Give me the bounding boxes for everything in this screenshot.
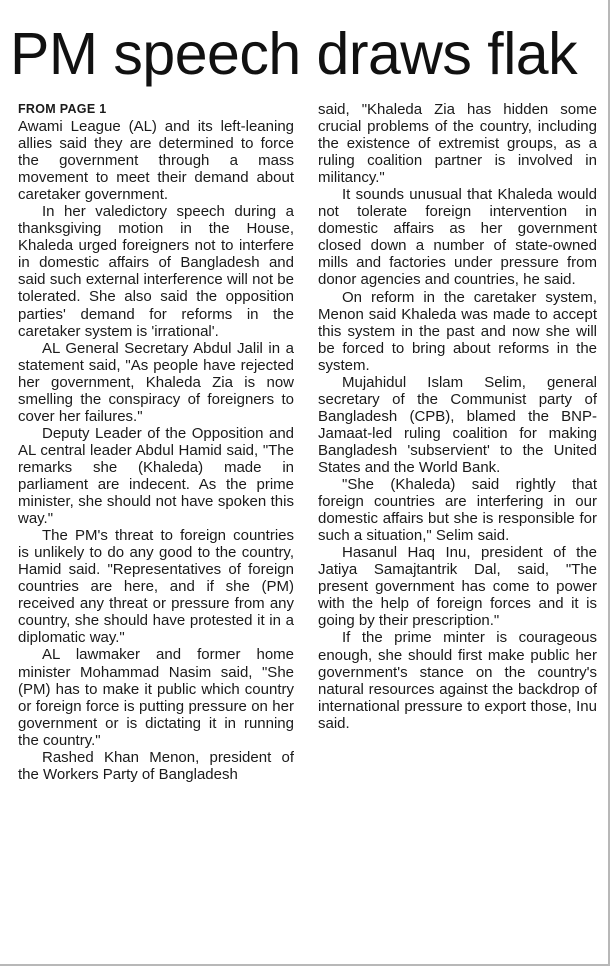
paragraph: If the prime minter is courageous enough, she should first make public her government's stance on the country's natural resources against the backdrop of international pressure to export those, Inu said. (318, 629, 597, 732)
paragraph: Rashed Khan Menon, president of the Workers Party of Bangladesh (18, 748, 294, 783)
paragraph: On reform in the caretaker system, Menon said Khaleda was made to accept this system in the past and now she will be forced to bring about reforms in the system. (318, 288, 597, 374)
dateline: FROM PAGE 1 (18, 102, 107, 116)
paragraph: AL lawmaker and former home minister Mohammad Nasim said, "She (PM) has to make it public which country or foreign force is putting pressure on her government or is dictating it in running the country." (18, 646, 294, 749)
left-column (18, 101, 294, 964)
paragraph: Awami League (AL) and its left-leaning allies said they are determined to force the government through a mass movement to meet their demand about caretaker government. (18, 118, 294, 204)
paragraph: In her valedictory speech during a thanksgiving motion in the House, Khaleda urged foreigners not to interfere in domestic affairs of Bangladesh and said such external interference will not be tolerated. She also said the opposition parties' demand for reforms in the caretaker system is 'irrational'. (18, 203, 294, 340)
right-column (318, 101, 597, 964)
paragraph: Hasanul Haq Inu, president of the Jatiya Samajtantrik Dal, said, "The present government has come to power with the help of foreign forces and it is going by their prescription." (318, 544, 597, 630)
paragraph: Deputy Leader of the Opposition and AL central leader Abdul Hamid said, "The remarks she (Khaleda) made in parliament are indecent. As the prime minister, she should not have spoken this way." (18, 424, 294, 528)
paragraph: AL General Secretary Abdul Jalil in a statement said, "As people have rejected her government, Khaleda Zia is now smelling the conspiracy of foreigners to cover her failures." (18, 339, 294, 425)
paragraph: said, "Khaleda Zia has hidden some crucial problems of the country, including the existence of extremist groups, as a ruling coalition partner is involved in militancy." (318, 101, 597, 187)
paragraph: Mujahidul Islam Selim, general secretary of the Communist party of Bangladesh (CPB), blamed the BNP-Jamaat-led ruling coalition for making Bangladesh 'subservient' to the United States and the World Bank. (318, 373, 597, 476)
headline: PM speech draws flak (10, 21, 578, 87)
paragraph: The PM's threat to foreign countries is unlikely to do any good to the country, Hamid said. "Representatives of foreign countries are here, and if she (PM) received any threat or pressure from any country, she should have protested it in a diplomatic way." (18, 527, 294, 647)
paragraph: It sounds unusual that Khaleda would not tolerate foreign intervention in domestic affairs as her government closed down a number of state-owned mills and factories under pressure from donor agencies and countries, he said. (318, 186, 597, 289)
paragraph: "She (Khaleda) said rightly that foreign countries are interfering in our domestic affairs but she is responsible for such a situation," Selim said. (318, 476, 597, 545)
